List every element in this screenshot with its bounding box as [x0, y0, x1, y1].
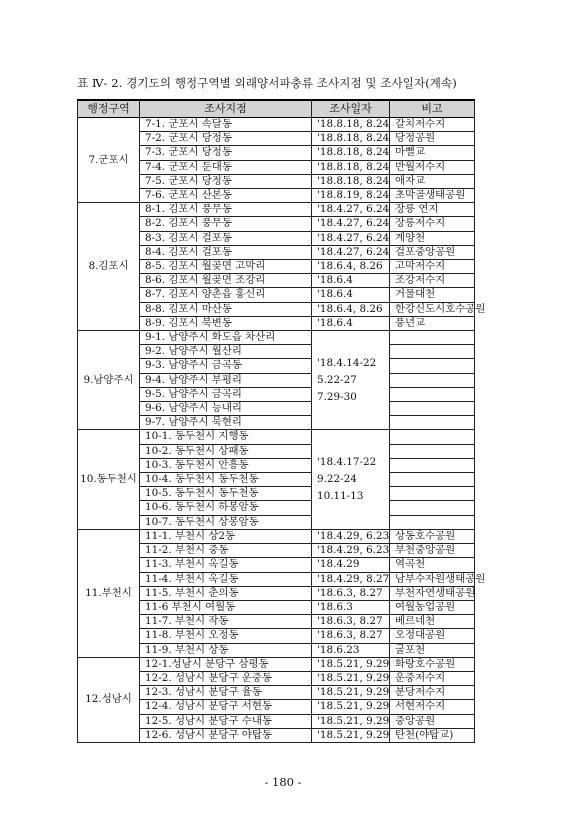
- note-cell: [390, 387, 475, 401]
- date-cell: '18.6.23: [312, 643, 390, 657]
- note-cell: [390, 331, 475, 345]
- survey-table: [77, 99, 486, 743]
- site-cell: 7-6. 군포시 산본동: [140, 189, 312, 203]
- note-cell: 걸포중앙공원: [390, 245, 475, 259]
- site-cell: 7-1. 군포시 속달동: [140, 118, 312, 132]
- site-cell: 10-2. 동두천시 상패동: [140, 444, 312, 458]
- site-cell: 12-4. 성남시 분당구 서현동: [140, 700, 312, 714]
- note-cell: [390, 430, 475, 444]
- date-cell: '18.6.4, 8.26: [312, 302, 390, 316]
- site-cell: 11-2. 부천시 중동: [140, 544, 312, 558]
- table-row: [78, 529, 475, 543]
- region-cell: 7.군포시: [78, 118, 140, 203]
- note-cell: 화랑호수공원: [390, 657, 475, 671]
- date-cell: '18.8.18, 8.24: [312, 160, 390, 174]
- site-cell: 11-5. 부천시 춘의동: [140, 586, 312, 600]
- date-cell: '18.5.21, 9.29: [312, 700, 390, 714]
- table-body: [78, 118, 486, 743]
- note-cell: 장릉저수지: [390, 217, 475, 231]
- note-cell: 애자교: [390, 174, 475, 188]
- site-cell: 9-1. 남양주시 화도읍 차산리: [140, 331, 312, 345]
- site-cell: 10-4. 동두천시 동두천동: [140, 473, 312, 487]
- table-row: [78, 203, 475, 217]
- date-cell: '18.6.4: [312, 274, 390, 288]
- note-cell: 역곡천: [390, 558, 475, 572]
- site-cell: 11-4. 부천시 옥길동: [140, 572, 312, 586]
- note-cell: 중앙공원: [390, 714, 475, 728]
- site-cell: 8-4. 김포시 걸포동: [140, 245, 312, 259]
- table-row: [78, 430, 475, 444]
- merged-date-cell: [312, 331, 390, 430]
- date-cell: '18.5.21, 9.29: [312, 671, 390, 685]
- note-cell: 장릉 연지: [390, 203, 475, 217]
- note-cell: [390, 473, 475, 487]
- date-cell: '18.8.18, 8.24: [312, 118, 390, 132]
- date-cell: '18.6.4: [312, 316, 390, 330]
- note-cell: [390, 345, 475, 359]
- header-site: 조사지점: [140, 100, 312, 118]
- header-note: 비고: [390, 100, 475, 118]
- note-cell: [390, 373, 475, 387]
- site-cell: 9-5. 남양주시 금곡리: [140, 387, 312, 401]
- date-cell: '18.6.3: [312, 600, 390, 614]
- site-cell: 10-6. 동두천시 하봉암동: [140, 501, 312, 515]
- header-date: 조사일자: [312, 100, 390, 118]
- site-cell: 9-3. 남양주시 금곡동: [140, 359, 312, 373]
- date-line: '18.4.17-22: [317, 456, 377, 469]
- table-row: [78, 331, 475, 345]
- site-cell: 8-2. 김포시 풍무동: [140, 217, 312, 231]
- date-line: 10.11-13: [317, 490, 364, 503]
- site-cell: 9-4. 남양주시 부평리: [140, 373, 312, 387]
- table-row: [78, 118, 475, 132]
- site-cell: 12-6. 성남시 분당구 야탑동: [140, 728, 312, 742]
- site-cell: 8-5. 김포시 월곶면 고막리: [140, 260, 312, 274]
- site-cell: 11-8. 부천시 오정동: [140, 629, 312, 643]
- date-cell: '18.6.4: [312, 288, 390, 302]
- date-cell: '18.4.29, 8.27: [312, 572, 390, 586]
- note-cell: 분당저수지: [390, 686, 475, 700]
- note-cell: 고막저수지: [390, 260, 475, 274]
- note-cell: 초막골생태공원: [390, 189, 475, 203]
- site-cell: 11-3. 부천시 옥길동: [140, 558, 312, 572]
- date-line: 9.22-24: [317, 473, 357, 486]
- note-cell: 베르네천: [390, 615, 475, 629]
- note-cell: 여월농업공원: [390, 600, 475, 614]
- note-cell: [390, 487, 475, 501]
- table-header-row: [78, 100, 475, 118]
- note-cell: 한강신도시호수공원: [390, 302, 475, 316]
- region-cell: 8.김포시: [78, 203, 140, 331]
- region-cell: 11.부천시: [78, 529, 140, 657]
- site-cell: 8-6. 김포시 월곶면 조강리: [140, 274, 312, 288]
- date-cell: '18.4.29, 6.23: [312, 544, 390, 558]
- table-caption: 표 Ⅳ- 2. 경기도의 행정구역별 외래양서파충류 조사지점 및 조사일자(계속): [77, 76, 457, 90]
- note-cell: 조강저수지: [390, 274, 475, 288]
- date-cell: '18.8.19, 8.24: [312, 189, 390, 203]
- merged-date-cell: [312, 430, 390, 529]
- note-cell: 탄천(야탑교): [390, 728, 475, 742]
- site-cell: 8-8. 김포시 마산동: [140, 302, 312, 316]
- date-cell: '18.4.29: [312, 558, 390, 572]
- date-cell: '18.6.4, 8.26: [312, 260, 390, 274]
- site-cell: 8-3. 김포시 걸포동: [140, 231, 312, 245]
- date-cell: '18.8.18, 8.24: [312, 132, 390, 146]
- note-cell: [390, 458, 475, 472]
- table-row: [78, 657, 475, 671]
- note-cell: 반월저수지: [390, 160, 475, 174]
- note-cell: 서현저수지: [390, 700, 475, 714]
- note-cell: 계양천: [390, 231, 475, 245]
- note-cell: 부천자연생태공원: [390, 586, 475, 600]
- date-line: '18.4.14-22: [317, 356, 377, 369]
- date-line: 5.22-27: [317, 373, 357, 386]
- region-cell: 9.남양주시: [78, 331, 140, 430]
- date-cell: '18.8.18, 8.24: [312, 146, 390, 160]
- note-cell: 남부수자원생태공원: [390, 572, 475, 586]
- date-line: 7.29-30: [317, 390, 357, 403]
- site-cell: 7-2. 군포시 당정동: [140, 132, 312, 146]
- site-cell: 10-3. 동두천시 안흥동: [140, 458, 312, 472]
- note-cell: 당정공원: [390, 132, 475, 146]
- note-cell: 굴포천: [390, 643, 475, 657]
- note-cell: 부천중앙공원: [390, 544, 475, 558]
- date-cell: '18.4.29, 6.23: [312, 529, 390, 543]
- header-region: 행정구역: [78, 100, 140, 118]
- site-cell: 7-5. 군포시 당정동: [140, 174, 312, 188]
- page-number: - 180 -: [264, 775, 302, 789]
- date-cell: '18.5.21, 9.29: [312, 657, 390, 671]
- date-cell: '18.6.3, 8.27: [312, 629, 390, 643]
- site-cell: 10-1. 동두천시 지행동: [140, 430, 312, 444]
- date-cell: '18.5.21, 9.29: [312, 714, 390, 728]
- note-cell: 상동호수공원: [390, 529, 475, 543]
- note-cell: [390, 359, 475, 373]
- site-cell: 11-1. 부천시 상2동: [140, 529, 312, 543]
- date-cell: '18.5.21, 9.29: [312, 686, 390, 700]
- site-cell: 9-7. 남양주시 묵현리: [140, 416, 312, 430]
- note-cell: 풍년교: [390, 316, 475, 330]
- site-cell: 12-1.성남시 분당구 삼평동: [140, 657, 312, 671]
- site-cell: 9-6. 남양주시 능내리: [140, 402, 312, 416]
- site-cell: 12-5. 성남시 분당구 수내동: [140, 714, 312, 728]
- region-cell: 10.동두천시: [78, 430, 140, 529]
- site-cell: 12-2. 성남시 분당구 운중동: [140, 671, 312, 685]
- note-cell: 오정대공원: [390, 629, 475, 643]
- site-cell: 7-3. 군포시 당정동: [140, 146, 312, 160]
- site-cell: 11-6 부천시 여월동: [140, 600, 312, 614]
- site-cell: 11-9. 부천시 상동: [140, 643, 312, 657]
- site-cell: 9-2. 남양주시 월산리: [140, 345, 312, 359]
- date-cell: '18.6.3, 8.27: [312, 615, 390, 629]
- note-cell: [390, 444, 475, 458]
- site-cell: 8-9. 김포시 북변동: [140, 316, 312, 330]
- note-cell: [390, 515, 475, 529]
- site-cell: 7-4. 군포시 둔대동: [140, 160, 312, 174]
- date-cell: '18.4.27, 6.24: [312, 231, 390, 245]
- site-cell: 10-7. 동두천시 상봉암동: [140, 515, 312, 529]
- note-cell: [390, 416, 475, 430]
- date-cell: '18.4.27, 6.24: [312, 245, 390, 259]
- note-cell: [390, 402, 475, 416]
- date-cell: '18.6.3, 8.27: [312, 586, 390, 600]
- date-cell: '18.4.27, 6.24: [312, 217, 390, 231]
- site-cell: 8-7. 김포시 양촌읍 홍신리: [140, 288, 312, 302]
- note-cell: [390, 501, 475, 515]
- site-cell: 12-3. 성남시 분당구 율동: [140, 686, 312, 700]
- site-cell: 11-7. 부천시 작동: [140, 615, 312, 629]
- site-cell: 10-5. 동두천시 동두천동: [140, 487, 312, 501]
- date-cell: '18.4.27, 6.24: [312, 203, 390, 217]
- date-cell: '18.8.18, 8.24: [312, 174, 390, 188]
- region-cell: 12.성남시: [78, 657, 140, 742]
- note-cell: 거물대천: [390, 288, 475, 302]
- note-cell: 마뻘교: [390, 146, 475, 160]
- site-cell: 8-1. 김포시 풍무동: [140, 203, 312, 217]
- date-cell: '18.5.21, 9.29: [312, 728, 390, 742]
- note-cell: 운중저수지: [390, 671, 475, 685]
- note-cell: 갈치저수지: [390, 118, 475, 132]
